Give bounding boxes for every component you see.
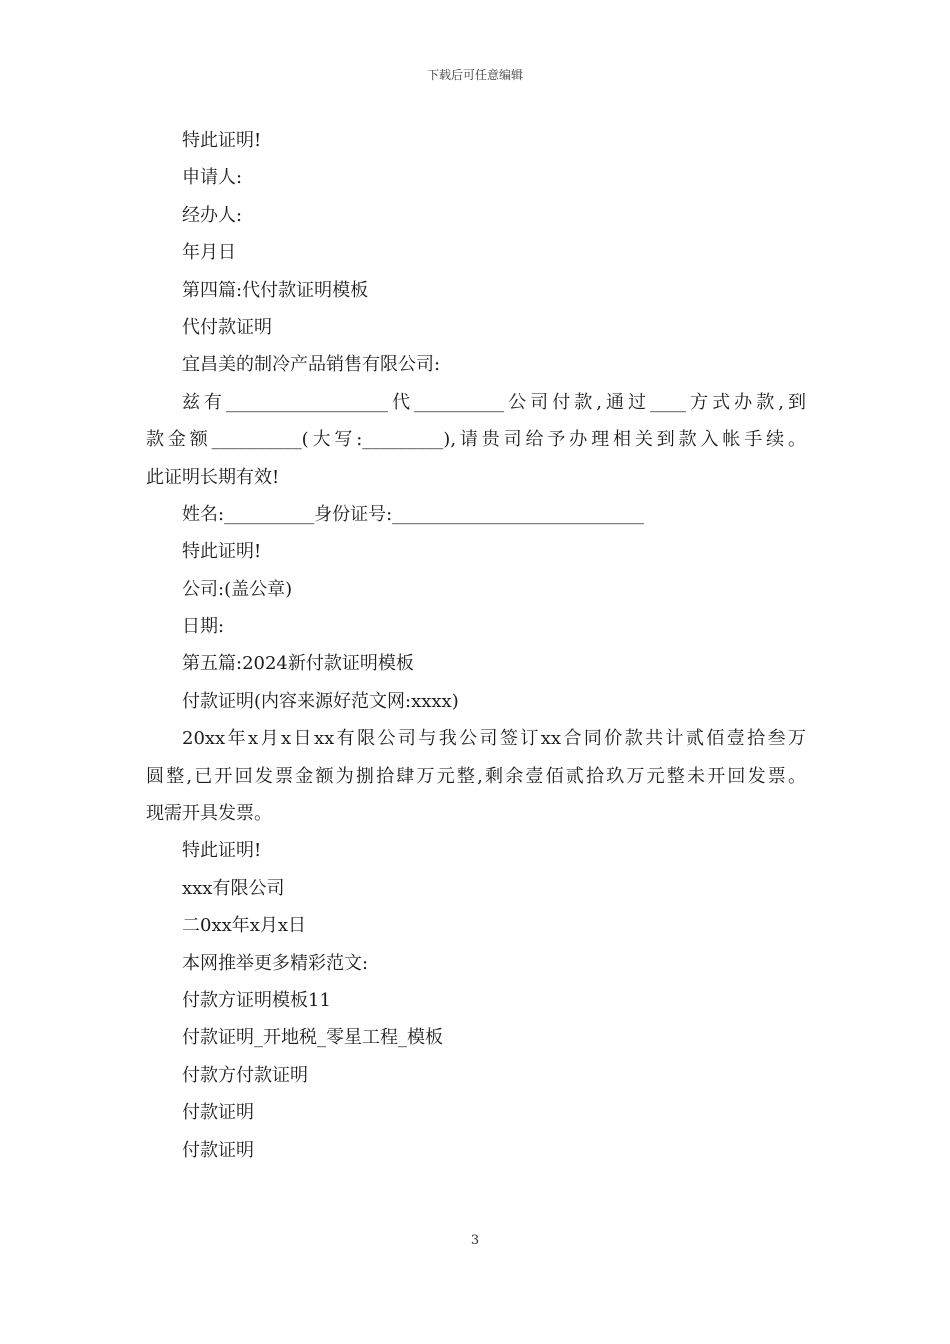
paragraph-line: 款金额__________(大写:_________),请贵司给予办理相关到款入帐手续。 bbox=[146, 429, 806, 451]
company-name: xxx有限公司 bbox=[182, 877, 285, 899]
name-id-line: 姓名:__________身份证号:____________________________ bbox=[182, 503, 645, 525]
document-body bbox=[146, 122, 806, 1169]
page-header: 下载后可任意编辑 bbox=[426, 68, 523, 82]
paragraph-line: 此证明长期有效! bbox=[146, 466, 280, 488]
handler-label: 经办人: bbox=[182, 204, 243, 226]
recommend-heading: 本网推举更多精彩范文: bbox=[182, 952, 369, 974]
recipient-line: 宜昌美的制冷产品销售有限公司: bbox=[182, 354, 441, 376]
paragraph-line: 兹有__________________代__________公司付款,通过____方式办款,到 bbox=[182, 391, 806, 413]
paragraph-line: 20xx年x月x日xx有限公司与我公司签订xx合同价款共计贰佰壹拾叁万 bbox=[182, 728, 806, 750]
date-line: 二0xx年x月x日 bbox=[182, 915, 307, 937]
company-seal-line: 公司:(盖公章) bbox=[182, 578, 293, 600]
recommend-link[interactable]: 付款方证明模板11 bbox=[182, 989, 331, 1011]
recommend-link[interactable]: 付款证明_开地税_零星工程_模板 bbox=[182, 1027, 443, 1049]
recommend-link[interactable]: 付款方付款证明 bbox=[182, 1064, 308, 1086]
text-line: 特此证明! bbox=[182, 541, 262, 563]
date-label: 年月日 bbox=[182, 242, 236, 264]
paragraph-line: 圆整,已开回发票金额为捌拾肆万元整,剩余壹佰贰拾玖万元整未开回发票。 bbox=[146, 765, 806, 787]
applicant-label: 申请人: bbox=[182, 167, 243, 189]
text-line: 特此证明! bbox=[182, 840, 262, 862]
document-title: 付款证明(内容来源好范文网:xxxx) bbox=[182, 690, 459, 712]
section-title: 第五篇:2024新付款证明模板 bbox=[182, 653, 414, 675]
paragraph-line: 现需开具发票。 bbox=[146, 803, 272, 825]
date-line: 日期: bbox=[182, 616, 225, 638]
text-line: 特此证明! bbox=[182, 130, 262, 151]
document-title: 代付款证明 bbox=[182, 316, 272, 338]
section-title: 第四篇:代付款证明模板 bbox=[182, 279, 369, 301]
recommend-link[interactable]: 付款证明 bbox=[182, 1139, 254, 1161]
recommend-link[interactable]: 付款证明 bbox=[182, 1102, 254, 1124]
page-number: 3 bbox=[470, 1233, 480, 1248]
